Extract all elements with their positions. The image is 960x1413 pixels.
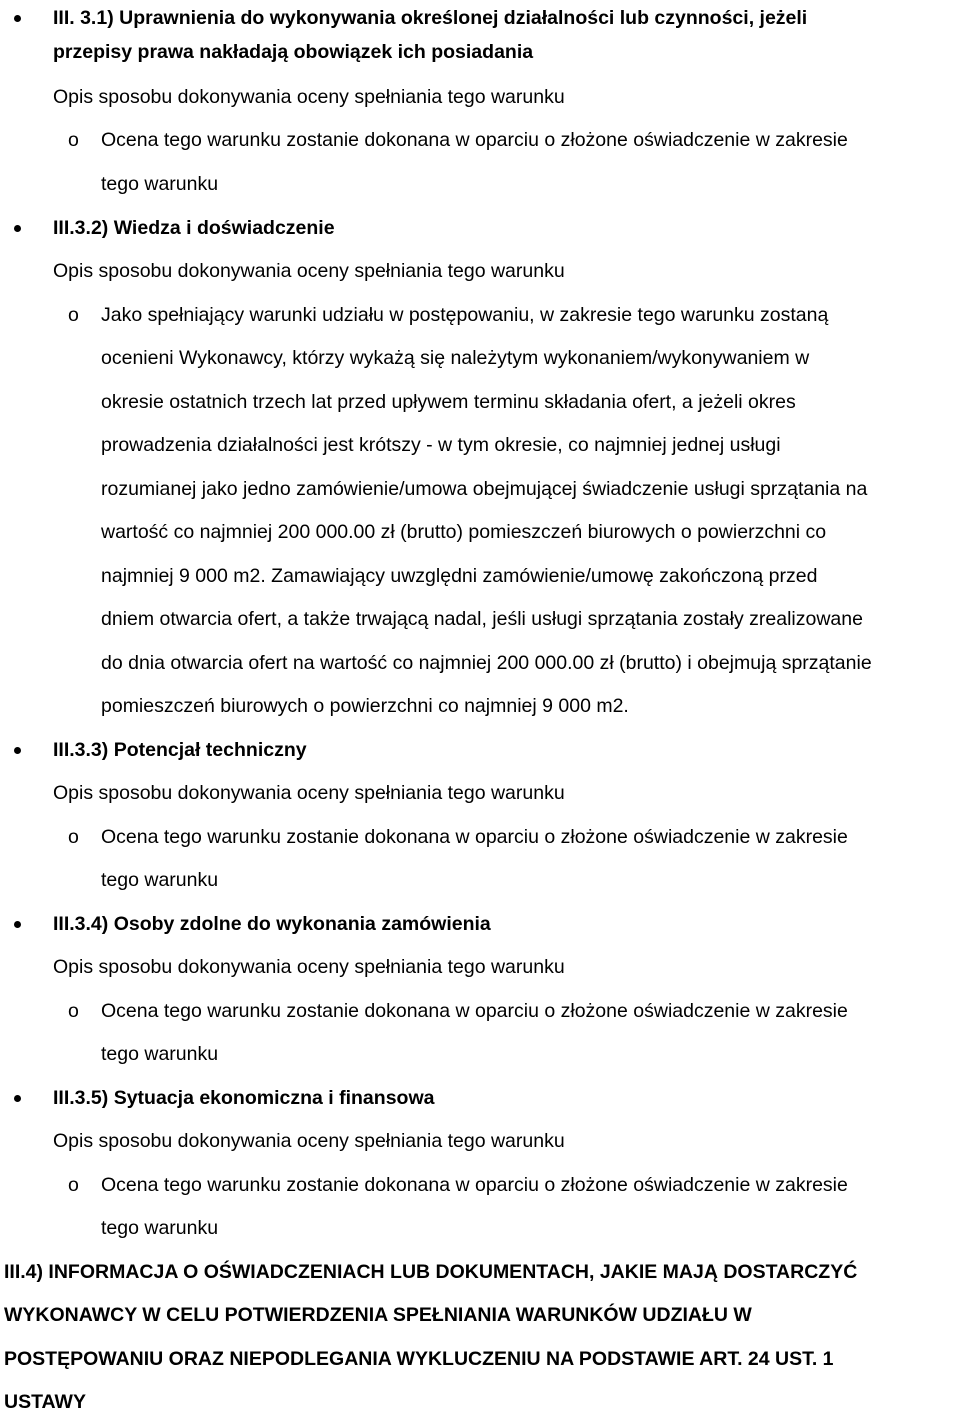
evaluation-text-line: dniem otwarcia ofert, a także trwającą nadal, jeśli usługi sprzątania zostały zrealizowane	[101, 608, 863, 630]
evaluation-text-line: tego warunku	[101, 173, 219, 195]
evaluation-text-line: prowadzenia działalności jest krótszy - w tym okresie, co najmniej jednej usługi	[101, 434, 781, 456]
evaluation-text-line: wartość co najmniej 200 000.00 zł (brutto) pomieszczeń biurowych o powierzchni co	[101, 521, 827, 543]
bullet-marker	[14, 921, 21, 928]
sub-bullet-marker: o	[68, 826, 79, 848]
evaluation-text-line: do dnia otwarcia ofert na wartość co najmniej 200 000.00 zł (brutto) i obejmują sprzątanie	[101, 652, 872, 674]
sub-bullet-marker: o	[68, 1000, 79, 1022]
bullet-marker	[14, 1095, 21, 1102]
final-section-heading: III.4) INFORMACJA O OŚWIADCZENIACH LUB DOKUMENTACH, JAKIE MAJĄ DOSTARCZYĆ	[4, 1261, 858, 1283]
sub-bullet-marker: o	[68, 129, 79, 151]
final-section-heading: USTAWY	[4, 1391, 86, 1413]
final-section-heading: POSTĘPOWANIU ORAZ NIEPODLEGANIA WYKLUCZENIU NA PODSTAWIE ART. 24 UST. 1	[4, 1348, 834, 1370]
bullet-marker	[14, 15, 21, 22]
section-heading: III.3.5) Sytuacja ekonomiczna i finansowa	[53, 1087, 435, 1109]
section-heading: III. 3.1) Uprawnienia do wykonywania określonej działalności lub czynności, jeżeli	[53, 7, 808, 29]
evaluation-text-line: Ocena tego warunku zostanie dokonana w oparciu o złożone oświadczenie w zakresie	[101, 1000, 848, 1022]
evaluation-text-line: tego warunku	[101, 869, 219, 891]
evaluation-text-line: pomieszczeń biurowych o powierzchni co najmniej 9 000 m2.	[101, 695, 629, 717]
evaluation-description-label: Opis sposobu dokonywania oceny spełniania tego warunku	[53, 782, 565, 804]
evaluation-description-label: Opis sposobu dokonywania oceny spełniania tego warunku	[53, 86, 565, 108]
evaluation-text-line: ocenieni Wykonawcy, którzy wykażą się należytym wykonaniem/wykonywaniem w	[101, 347, 810, 369]
bullet-marker	[14, 225, 21, 232]
evaluation-text-line: Ocena tego warunku zostanie dokonana w oparciu o złożone oświadczenie w zakresie	[101, 1174, 848, 1196]
bullet-marker	[14, 747, 21, 754]
evaluation-text-line: tego warunku	[101, 1043, 219, 1065]
evaluation-text-line: Ocena tego warunku zostanie dokonana w oparciu o złożone oświadczenie w zakresie	[101, 826, 848, 848]
evaluation-text-line: tego warunku	[101, 1217, 219, 1239]
final-section-heading: WYKONAWCY W CELU POTWIERDZENIA SPEŁNIANIA WARUNKÓW UDZIAŁU W	[4, 1304, 752, 1326]
evaluation-description-label: Opis sposobu dokonywania oceny spełniania tego warunku	[53, 956, 565, 978]
sub-bullet-marker: o	[68, 1174, 79, 1196]
section-heading: III.3.3) Potencjał techniczny	[53, 739, 307, 761]
evaluation-text-line: rozumianej jako jedno zamówienie/umowa obejmującej świadczenie usługi sprzątania na	[101, 478, 868, 500]
evaluation-text-line: okresie ostatnich trzech lat przed upływem terminu składania ofert, a jeżeli okres	[101, 391, 796, 413]
evaluation-description-label: Opis sposobu dokonywania oceny spełniania tego warunku	[53, 1130, 565, 1152]
evaluation-text-line: Jako spełniający warunki udziału w postępowaniu, w zakresie tego warunku zostaną	[101, 304, 829, 326]
evaluation-text-line: Ocena tego warunku zostanie dokonana w oparciu o złożone oświadczenie w zakresie	[101, 129, 848, 151]
section-heading: III.3.2) Wiedza i doświadczenie	[53, 217, 335, 239]
evaluation-description-label: Opis sposobu dokonywania oceny spełniania tego warunku	[53, 260, 565, 282]
section-heading: III.3.4) Osoby zdolne do wykonania zamówienia	[53, 913, 491, 935]
section-heading-continued: przepisy prawa nakładają obowiązek ich posiadania	[53, 41, 534, 63]
sub-bullet-marker: o	[68, 304, 79, 326]
evaluation-text-line: najmniej 9 000 m2. Zamawiający uwzględni zamówienie/umowę zakończoną przed	[101, 565, 818, 587]
